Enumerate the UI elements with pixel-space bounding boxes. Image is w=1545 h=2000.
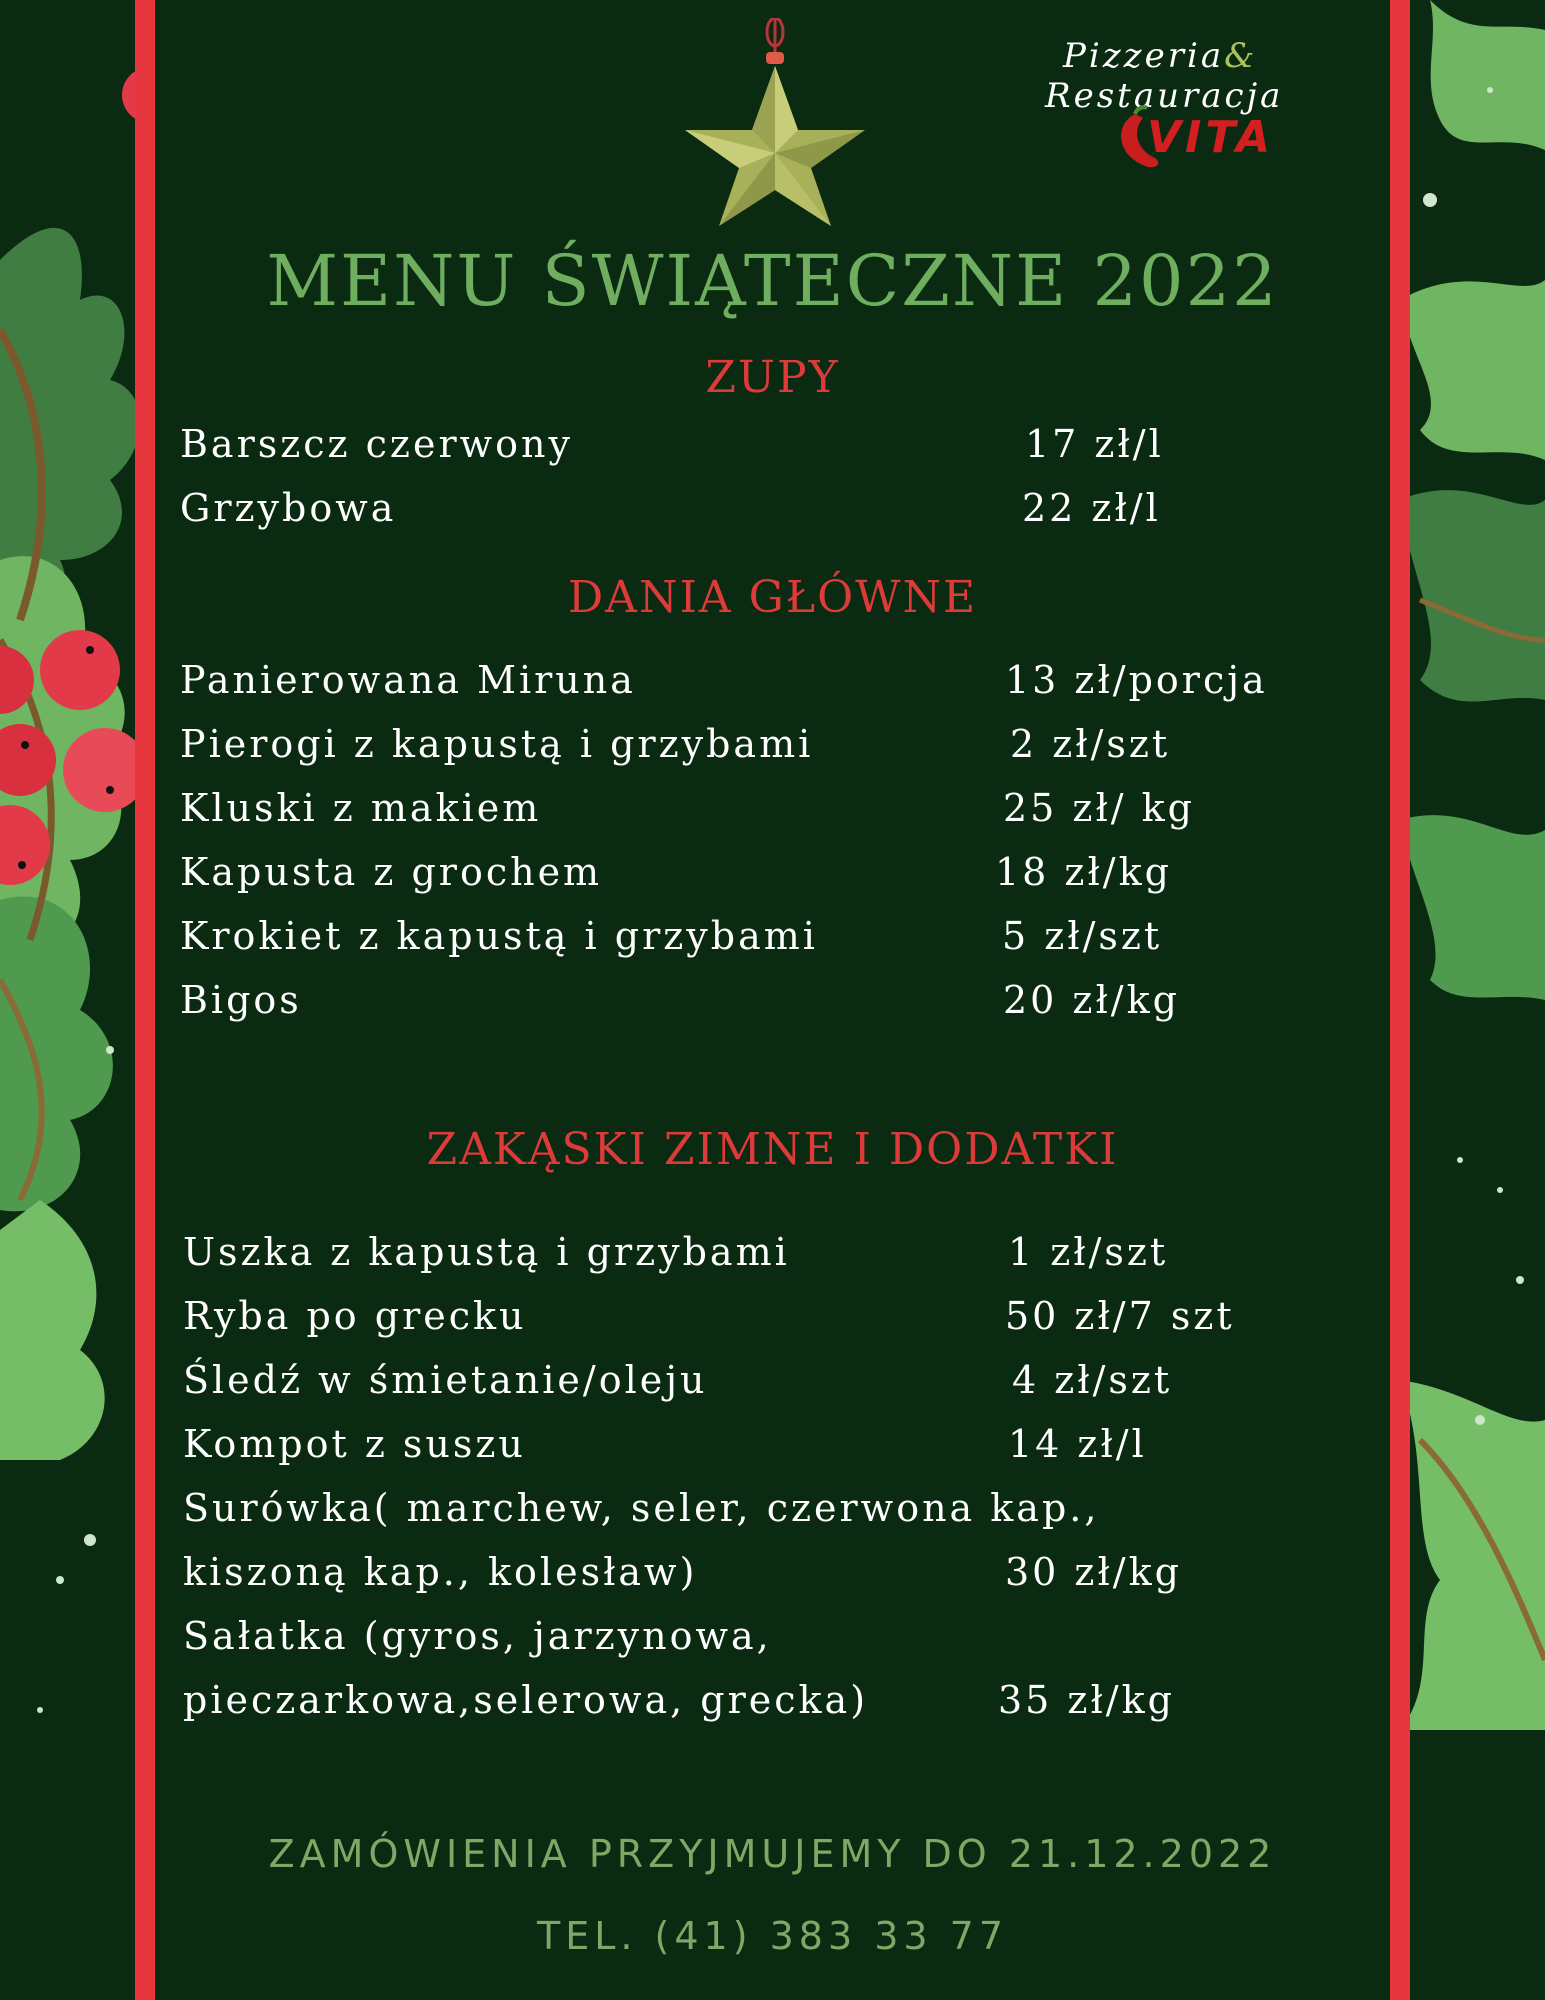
menu-title: MENU ŚWIĄTECZNE 2022 bbox=[266, 240, 1279, 322]
item-name: Kapusta z grochem bbox=[180, 850, 603, 894]
item-name: Bigos bbox=[180, 978, 302, 1022]
item-price: 30 zł/kg bbox=[1005, 1550, 1182, 1594]
holly-leaves-right bbox=[1400, 0, 1545, 1730]
item-price: 50 zł/7 szt bbox=[1005, 1294, 1235, 1338]
item-name: Grzybowa bbox=[180, 486, 397, 530]
section-title-zupy: ZUPY bbox=[705, 352, 840, 403]
item-name: Panierowana Miruna bbox=[180, 658, 636, 702]
item-price: 4 zł/szt bbox=[1012, 1358, 1173, 1402]
item-price: 1 zł/szt bbox=[1008, 1230, 1169, 1274]
logo-ampersand: & bbox=[1224, 36, 1258, 76]
restaurant-logo bbox=[1035, 36, 1295, 176]
item-price: 25 zł/ kg bbox=[1003, 786, 1196, 830]
right-red-stripe bbox=[1390, 0, 1410, 2000]
left-red-stripe bbox=[135, 0, 155, 2000]
item-price: 17 zł/l bbox=[1025, 422, 1164, 466]
item-price: 14 zł/l bbox=[1008, 1422, 1147, 1466]
logo-restauracja: Restauracja bbox=[1045, 76, 1284, 116]
section-title-dania: DANIA GŁÓWNE bbox=[567, 572, 978, 623]
item-price: 22 zł/l bbox=[1022, 486, 1161, 530]
item-price: 5 zł/szt bbox=[1002, 914, 1163, 958]
item-name-continued: kiszoną kap., kolesław) bbox=[183, 1550, 698, 1594]
item-name: Pierogi z kapustą i grzybami bbox=[180, 722, 814, 766]
item-name-continued: pieczarkowa,selerowa, grecka) bbox=[183, 1678, 869, 1722]
item-price: 2 zł/szt bbox=[1010, 722, 1171, 766]
logo-pizzeria: Pizzeria& bbox=[1063, 36, 1258, 76]
item-price: 20 zł/kg bbox=[1003, 978, 1180, 1022]
star-ornament-icon bbox=[680, 18, 870, 228]
order-deadline: ZAMÓWIENIA PRZYJMUJEMY DO 21.12.2022 bbox=[268, 1832, 1277, 1876]
item-name: Sałatka (gyros, jarzynowa, bbox=[183, 1614, 772, 1658]
item-name: Kompot z suszu bbox=[183, 1422, 526, 1466]
item-name: Ryba po grecku bbox=[183, 1294, 527, 1338]
phone-number: TEL. (41) 383 33 77 bbox=[536, 1914, 1009, 1958]
item-price: 35 zł/kg bbox=[998, 1678, 1175, 1722]
item-name: Krokiet z kapustą i grzybami bbox=[180, 914, 818, 958]
section-title-zakaski: ZAKĄSKI ZIMNE I DODATKI bbox=[426, 1124, 1119, 1175]
logo-vita: VITA bbox=[1147, 112, 1275, 163]
item-name: Surówka( marchew, seler, czerwona kap., bbox=[183, 1486, 1100, 1530]
item-price: 18 zł/kg bbox=[995, 850, 1172, 894]
item-price: 13 zł/porcja bbox=[1005, 658, 1268, 702]
item-name: Śledź w śmietanie/oleju bbox=[183, 1358, 708, 1402]
item-name: Uszka z kapustą i grzybami bbox=[183, 1230, 790, 1274]
item-name: Kluski z makiem bbox=[180, 786, 542, 830]
item-name: Barszcz czerwony bbox=[180, 422, 573, 466]
